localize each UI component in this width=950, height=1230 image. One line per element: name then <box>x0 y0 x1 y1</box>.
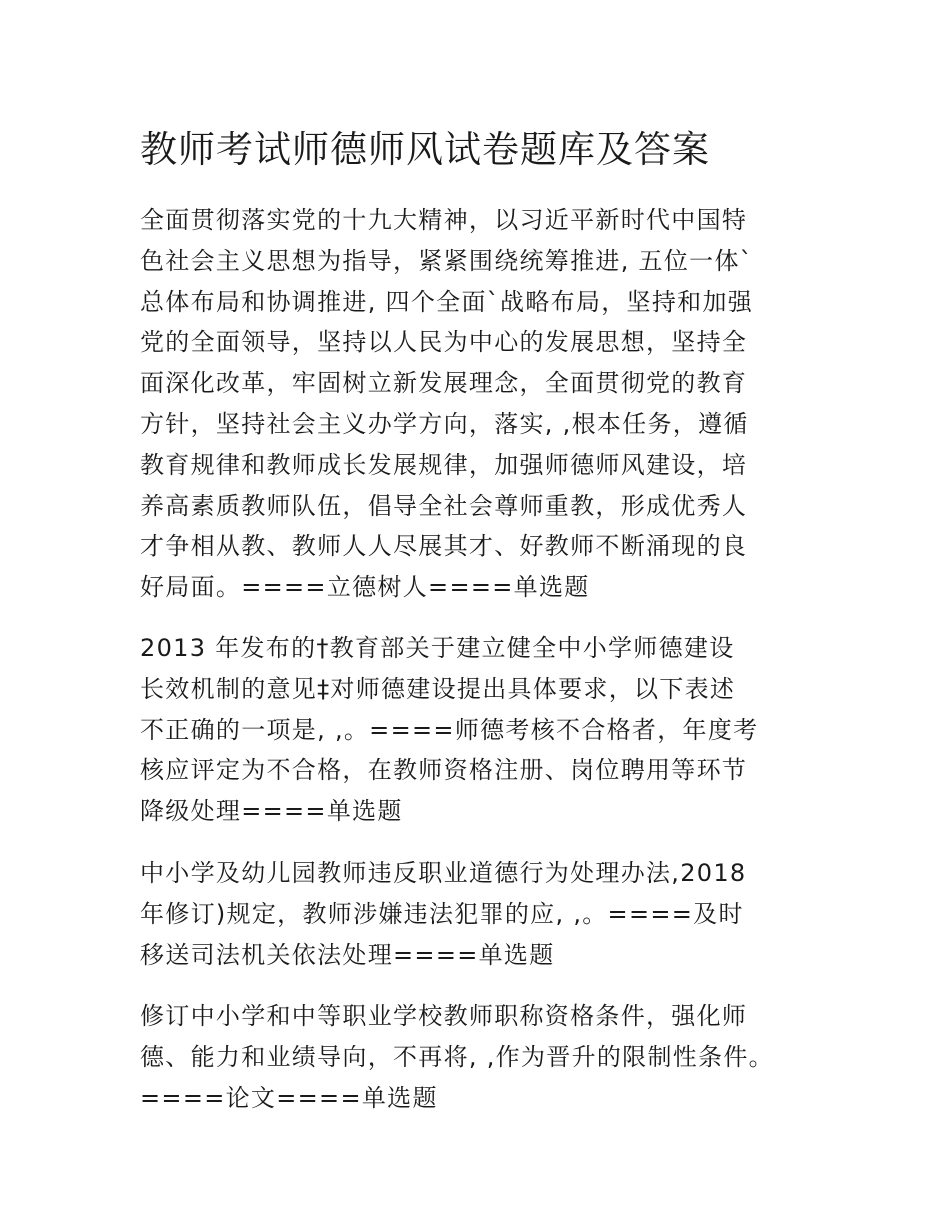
paragraph-line: 年修订)规定，教师涉嫌违法犯罪的应, ,。====及时 <box>140 899 744 928</box>
paragraph-line: 2013 年发布的†教育部关于建立健全中小学师德建设 <box>140 634 735 662</box>
paragraph-line: 修订中小学和中等职业学校教师职称资格条件，强化师 <box>140 1002 748 1030</box>
paragraph-line: 核应评定为不合格，在教师资格注册、岗位聘用等环节 <box>140 756 748 785</box>
question-paragraph-3 <box>140 853 747 975</box>
paragraph-line: 面深化改革，牢固树立新发展理念，全面贯彻党的教育 <box>140 369 748 398</box>
paragraph-line: 德、能力和业绩导向，不再将, ,作为晋升的限制性条件。 <box>140 1042 774 1071</box>
paragraph-line: 降级处理====单选题 <box>140 797 403 826</box>
paragraph-line: 好局面。====立德树人====单选题 <box>140 573 590 602</box>
paragraph-line: 长效机制的意见‡对师德建设提出具体要求，以下表述 <box>140 674 736 703</box>
paragraph-line: 色社会主义思想为指导，紧紧围绕统筹推进, 五位一体` <box>140 246 754 275</box>
paragraph-line: 全面贯彻落实党的十九大精神，以习近平新时代中国特 <box>140 206 748 234</box>
paragraph-line: 养高素质教师队伍，倡导全社会尊师重教，形成优秀人 <box>140 491 748 520</box>
paragraph-line: 移送司法机关依法处理====单选题 <box>140 940 555 969</box>
paragraph-line: 总体布局和协调推进, 四个全面`战略布局，坚持和加强 <box>140 287 754 316</box>
question-paragraph-1 <box>140 200 753 608</box>
paragraph-line: 不正确的一项是, ,。====师德考核不合格者，年度考 <box>140 715 759 744</box>
paragraph-line: 党的全面领导，坚持以人民为中心的发展思想，坚持全 <box>140 328 748 357</box>
question-paragraph-2 <box>140 628 758 832</box>
document-title: 教师考试师德师风试卷题库及答案 <box>140 128 710 171</box>
paragraph-line: ====论文====单选题 <box>140 1083 438 1112</box>
paragraph-line: 才争相从教、教师人人尽展其才、好教师不断涌现的良 <box>140 532 748 561</box>
paragraph-line: 中小学及幼儿园教师违反职业道德行为处理办法,2018 <box>140 859 747 887</box>
paragraph-line: 教育规律和教师成长发展规律，加强师德师风建设，培 <box>140 450 748 479</box>
paragraph-line: 方针，坚持社会主义办学方向，落实, ,根本任务，遵循 <box>140 409 749 438</box>
question-paragraph-4 <box>140 996 774 1118</box>
